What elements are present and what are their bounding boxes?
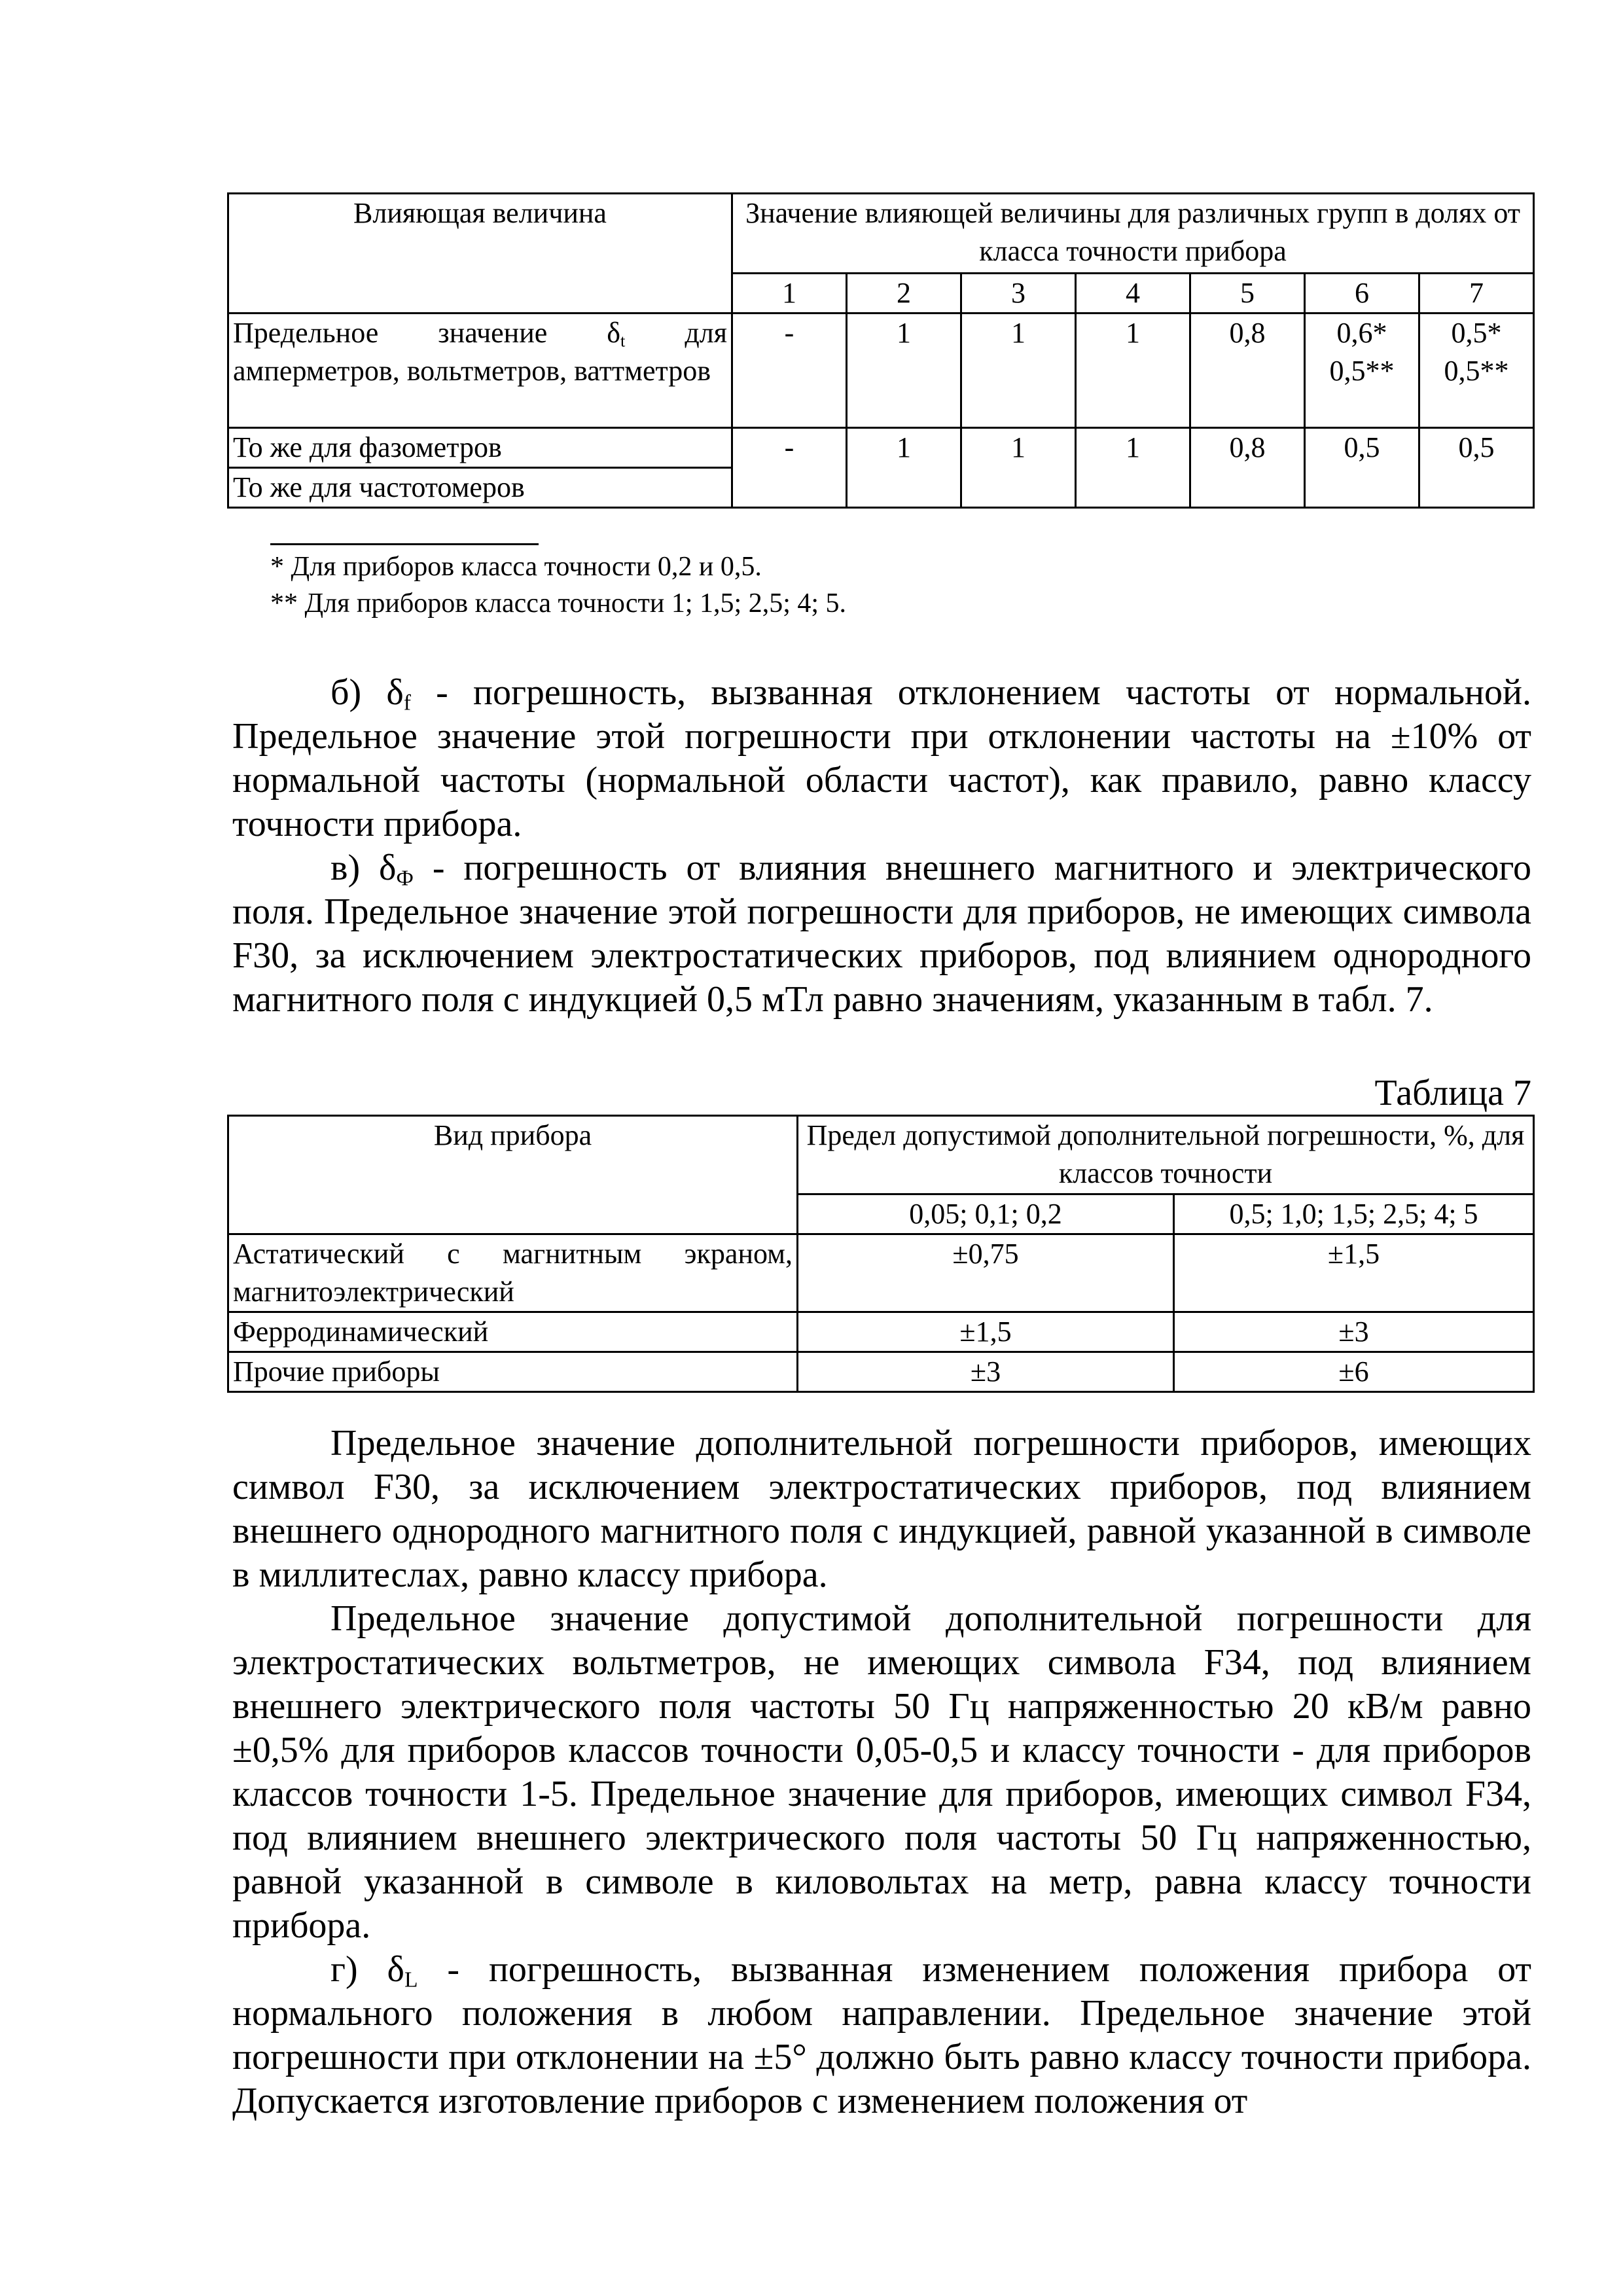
table-cell: 1 xyxy=(1076,428,1190,508)
paragraph-frequency-error: б) $\delta_f$ - погрешность, вызванная отклонением частоты от нормальной. Предельное значение этой погрешности при отклонении частоты на ±10% от нормальной частоты (нормальной области частот), как правило, равно классу точности прибора. xyxy=(232,672,1531,844)
group-number: 3 xyxy=(961,274,1076,314)
paragraph-f30: Предельное значение дополнительной погрешности приборов, имеющих символ F30, за исключением электростатических приборов, под влиянием внешнего однородного магнитного поля с индукцией, равной указанной в символе в миллитеслах, равно классу прибора. xyxy=(232,1423,1531,1595)
table-cell: 0,8 xyxy=(1190,428,1305,508)
table-cell: 1 xyxy=(847,314,961,428)
group-number: 2 xyxy=(847,274,961,314)
table-cell: 1 xyxy=(1076,314,1190,428)
group-number: 4 xyxy=(1076,274,1190,314)
header-influence-value: Значение влияющей величины для различных групп в долях от класса точности прибора xyxy=(732,194,1534,274)
table-row xyxy=(228,1352,1534,1392)
paragraph-field-error: в) $\delta_Ф$ - погрешность от влияния внешнего магнитного и электрического поля. Предельное значение этой погрешности для приборов, не имеющих символа F30, за исключением электростатических приборов, под влиянием однородного магнитного поля с индукцией 0,5 мТл равно значениям, указанным в табл. 7. xyxy=(232,848,1531,1020)
row-label: То же для частотомеров xyxy=(228,468,732,508)
influence-table xyxy=(227,192,1535,509)
table-cell: ±6 xyxy=(1174,1352,1534,1392)
table-cell: ±3 xyxy=(798,1352,1174,1392)
table-cell: 0,5 xyxy=(1419,428,1534,508)
accuracy-class: 0,05; 0,1; 0,2 xyxy=(798,1194,1174,1234)
table-row xyxy=(228,428,1534,468)
footnote: ** Для приборов класса точности 1; 1,5; 2,5; 4; 5. xyxy=(270,588,847,619)
footnote-separator xyxy=(270,543,539,545)
row-label: Ферродинамический xyxy=(228,1312,798,1352)
table-cell: 0,6* 0,5** xyxy=(1305,314,1419,428)
table-cell: ±0,75 xyxy=(798,1234,1174,1312)
table-cell: 0,5* 0,5** xyxy=(1419,314,1534,428)
group-number: 1 xyxy=(732,274,847,314)
footnote: * Для приборов класса точности 0,2 и 0,5. xyxy=(270,552,762,582)
header-instrument-type: Вид прибора xyxy=(228,1116,798,1234)
table-cell: - xyxy=(732,428,847,508)
field-error-table xyxy=(227,1115,1535,1393)
table-cell: 1 xyxy=(847,428,961,508)
table-cell: ±3 xyxy=(1174,1312,1534,1352)
table-cell: ±1,5 xyxy=(798,1312,1174,1352)
row-label: То же для фазометров xyxy=(228,428,732,468)
row-label: Астатический с магнитным экраном, магнитоэлектрический xyxy=(228,1234,798,1312)
table-row xyxy=(228,314,1534,428)
table-row xyxy=(228,1312,1534,1352)
row-label: Предельное значение $\delta_t$ для амперметров, вольтметров, ваттметров xyxy=(228,314,732,428)
group-number: 7 xyxy=(1419,274,1534,314)
group-number: 6 xyxy=(1305,274,1419,314)
table-cell: 1 xyxy=(961,428,1076,508)
paragraph-position-error: г) $\delta_L$ - погрешность, вызванная изменением положения прибора от нормального положения в любом направлении. Предельное значение этой погрешности при отклонении на ±5° должно быть равно классу точности прибора. Допускается изготовление приборов с изменением положения от xyxy=(232,1949,1531,2121)
table-caption: Таблица 7 xyxy=(1374,1073,1531,1113)
paragraph-f34: Предельное значение допустимой дополнительной погрешности для электростатических вольтметров, не имеющих символа F34, под влиянием внешнего электрического поля частоты 50 Гц напряженностью 20 кВ/м равно ±0,5% для приборов классов точности 0,05-0,5 и классу точности - для приборов классов точности 1-5. Предельное значение для приборов, имеющих символ F34, под влиянием внешнего электрического поля частоты 50 Гц напряженностью, равной указанной в символе в киловольтах на метр, равна классу точности прибора. xyxy=(232,1598,1531,1946)
table-cell: - xyxy=(732,314,847,428)
table-cell: 0,5 xyxy=(1305,428,1419,508)
group-number: 5 xyxy=(1190,274,1305,314)
table-row xyxy=(228,1234,1534,1312)
header-influence-quantity: Влияющая величина xyxy=(228,194,732,314)
table-cell: 0,8 xyxy=(1190,314,1305,428)
table-cell: 1 xyxy=(961,314,1076,428)
row-label: Прочие приборы xyxy=(228,1352,798,1392)
header-error-limit: Предел допустимой дополнительной погрешности, %, для классов точности xyxy=(798,1116,1534,1194)
table-cell: ±1,5 xyxy=(1174,1234,1534,1312)
accuracy-class: 0,5; 1,0; 1,5; 2,5; 4; 5 xyxy=(1174,1194,1534,1234)
